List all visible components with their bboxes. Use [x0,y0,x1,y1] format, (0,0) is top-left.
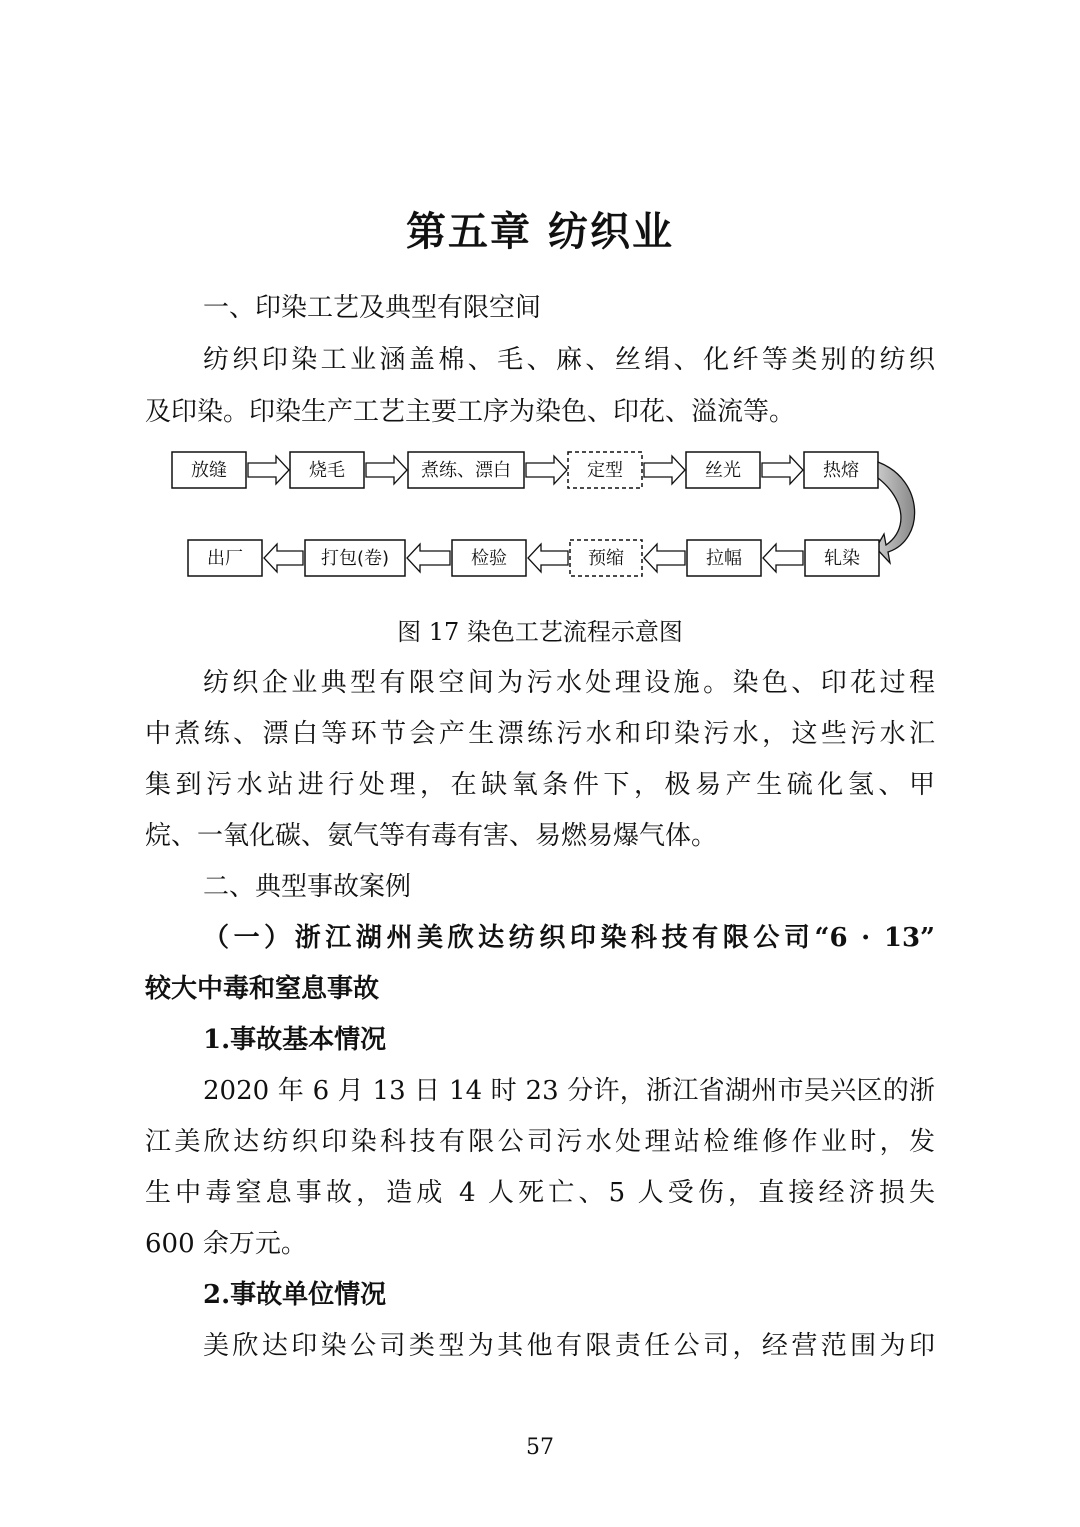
arrow-left-icon [763,544,803,572]
flow-label-9: 检验 [471,548,507,569]
subheading-2: 2.事故单位情况 [203,1280,387,1310]
figure-caption: 图 17 染色工艺流程示意图 [397,618,683,646]
case-title-line-1: （一）浙江湖州美欣达纺织印染科技有限公司“6 · 13” [203,923,935,953]
flow-label-3: 煮练、漂白 [421,460,511,481]
para1-line-2: 及印染。印染生产工艺主要工序为染色、印花、溢流等。 [145,397,796,427]
case-title-line-2: 较大中毒和窒息事故 [145,974,380,1004]
flow-label-7: 出厂 [207,548,243,569]
section1-heading: 一、印染工艺及典型有限空间 [203,293,542,323]
flow-label-12: 轧染 [824,548,860,569]
flow-label-2: 烧毛 [309,460,345,481]
page-number: 57 [526,1435,554,1460]
curved-arrow-icon [876,462,915,563]
section2-heading: 二、典型事故案例 [203,872,412,902]
para2-line-1: 纺织企业典型有限空间为污水处理设施。染色、印花过程 [203,668,935,698]
flow-label-4: 定型 [587,460,623,481]
para3-line-2: 江美欣达纺织印染科技有限公司污水处理站检维修作业时，发 [145,1127,935,1157]
arrow-left-icon [644,544,685,572]
arrow-right-icon [644,456,685,484]
para3-line-4: 600 余万元。 [145,1229,307,1259]
flow-label-1: 放缝 [191,460,227,481]
subheading-1: 1.事故基本情况 [203,1025,387,1055]
arrow-right-icon [526,456,567,484]
para3-line-3: 生中毒窒息事故，造成 4 人死亡、5 人受伤，直接经济损失 [145,1178,935,1208]
arrow-left-icon [264,544,303,572]
para2-line-2: 中煮练、漂白等环节会产生漂练污水和印染污水，这些污水汇 [145,719,935,749]
arrow-right-icon [366,456,407,484]
arrow-right-icon [248,456,289,484]
para3-line-1: 2020 年 6 月 13 日 14 时 23 分许，浙江省湖州市吴兴区的浙 [203,1076,935,1106]
chapter-title: 第五章 纺织业 [406,209,674,255]
para2-line-4: 烷、一氧化碳、氨气等有毒有害、易燃易爆气体。 [145,821,718,851]
flow-label-10: 预缩 [588,548,624,569]
flow-label-6: 热熔 [823,460,859,481]
para2-line-3: 集到污水站进行处理，在缺氧条件下，极易产生硫化氢、甲 [145,770,935,800]
flow-label-11: 拉幅 [706,548,742,569]
arrow-left-icon [528,544,568,572]
flow-label-5: 丝光 [705,460,741,481]
arrow-right-icon [762,456,803,484]
flow-label-8: 打包(卷) [320,548,390,569]
arrow-left-icon [407,544,450,572]
para4-line-1: 美欣达印染公司类型为其他有限责任公司，经营范围为印 [203,1331,935,1361]
dyeing-process-flow-diagram [0,0,1080,610]
para1-line-1: 纺织印染工业涵盖棉、毛、麻、丝绢、化纤等类别的纺织 [203,345,935,375]
